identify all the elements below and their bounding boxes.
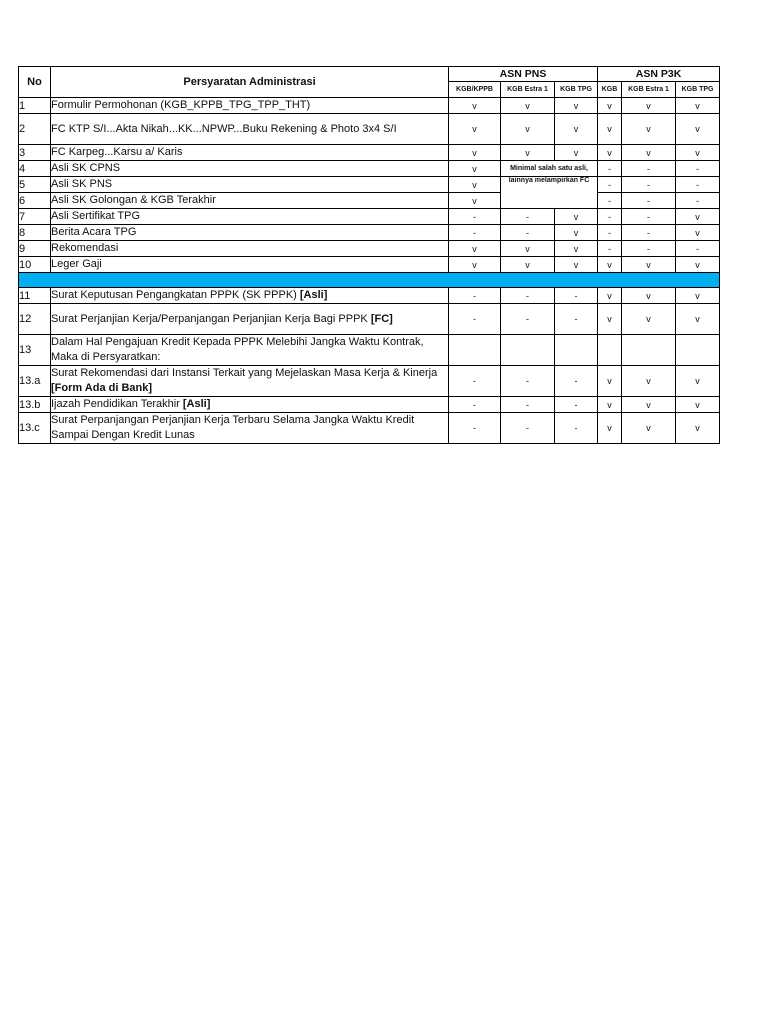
mark-cell: v xyxy=(449,177,501,193)
table-row xyxy=(19,366,720,397)
mark-cell: v xyxy=(598,366,622,397)
row-number: 10 xyxy=(19,257,51,273)
mark-cell: v xyxy=(449,257,501,273)
mark-cell: v xyxy=(622,397,676,413)
mark-cell: - xyxy=(449,225,501,241)
row-emphasis: [Asli] xyxy=(299,289,328,301)
mark-cell: v xyxy=(622,304,676,335)
mark-cell: - xyxy=(622,161,676,177)
mark-cell: - xyxy=(449,366,501,397)
row-requirement: Asli SK Golongan & KGB Terakhir xyxy=(51,193,449,209)
mark-cell: - xyxy=(501,413,555,444)
mark-cell: v xyxy=(449,98,501,114)
mark-cell: - xyxy=(449,209,501,225)
mark-cell: v xyxy=(622,366,676,397)
table-row xyxy=(19,161,720,177)
table-row xyxy=(19,241,720,257)
mark-cell: - xyxy=(622,241,676,257)
mark-cell: - xyxy=(501,209,555,225)
mark-cell: v xyxy=(555,225,598,241)
mark-cell: - xyxy=(449,304,501,335)
mark-cell: - xyxy=(555,413,598,444)
row-emphasis: [Asli] xyxy=(182,398,211,410)
mark-cell: v xyxy=(449,145,501,161)
mark-cell: v xyxy=(598,304,622,335)
row-requirement: Surat Keputusan Pengangkatan PPPK (SK PPPK) [Asli] xyxy=(51,288,449,304)
mark-cell: v xyxy=(676,98,720,114)
table-row xyxy=(19,177,720,193)
mark-cell: - xyxy=(449,288,501,304)
mark-cell: v xyxy=(598,397,622,413)
row-number: 1 xyxy=(19,98,51,114)
mark-cell: - xyxy=(555,288,598,304)
mark-cell: v xyxy=(676,304,720,335)
row-requirement: Surat Perpanjangan Perjanjian Kerja Terbaru Selama Jangka Waktu Kredit Sampai Dengan Kredit Lunas xyxy=(51,413,449,444)
header-p3k-kgb-tpg: KGB TPG xyxy=(676,82,720,98)
mark-cell: - xyxy=(598,177,622,193)
mark-cell: v xyxy=(449,241,501,257)
mark-cell: v xyxy=(676,209,720,225)
mark-cell: v xyxy=(676,413,720,444)
mark-cell: - xyxy=(555,366,598,397)
row-number: 9 xyxy=(19,241,51,257)
mark-cell xyxy=(501,335,555,366)
mark-cell: v xyxy=(676,145,720,161)
row-requirement: Rekomendasi xyxy=(51,241,449,257)
table-row xyxy=(19,209,720,225)
mark-cell: - xyxy=(501,397,555,413)
row-number: 3 xyxy=(19,145,51,161)
mark-cell: - xyxy=(449,397,501,413)
table-row xyxy=(19,225,720,241)
row-emphasis: [Form Ada di Bank] xyxy=(51,382,153,394)
row-requirement: Ijazah Pendidikan Terakhir [Asli] xyxy=(51,397,449,413)
mark-cell: - xyxy=(676,161,720,177)
row-number: 8 xyxy=(19,225,51,241)
row-requirement: FC Karpeg...Karsu a/ Karis xyxy=(51,145,449,161)
mark-cell: v xyxy=(449,114,501,145)
mark-cell: v xyxy=(622,145,676,161)
row-number: 2 xyxy=(19,114,51,145)
mark-cell: - xyxy=(598,161,622,177)
header-group-p3k: ASN P3K xyxy=(598,67,720,82)
mark-cell: v xyxy=(555,241,598,257)
mark-cell: - xyxy=(622,177,676,193)
mark-cell: v xyxy=(555,209,598,225)
mark-cell: v xyxy=(501,114,555,145)
mark-cell: - xyxy=(555,397,598,413)
table-row xyxy=(19,413,720,444)
mark-cell: - xyxy=(501,288,555,304)
header-group-pns: ASN PNS xyxy=(449,67,598,82)
row-number: 13.b xyxy=(19,397,51,413)
mark-cell: v xyxy=(501,98,555,114)
row-number: 5 xyxy=(19,177,51,193)
mark-cell: v xyxy=(598,257,622,273)
row-number: 13.c xyxy=(19,413,51,444)
mark-cell: v xyxy=(622,288,676,304)
mark-cell: - xyxy=(622,209,676,225)
table-row xyxy=(19,145,720,161)
mark-cell: - xyxy=(449,413,501,444)
mark-cell: v xyxy=(598,288,622,304)
mark-cell: v xyxy=(622,413,676,444)
table-row xyxy=(19,304,720,335)
table-row xyxy=(19,335,720,366)
mark-cell: - xyxy=(598,225,622,241)
mark-cell: v xyxy=(598,114,622,145)
mark-cell xyxy=(676,335,720,366)
row-number: 6 xyxy=(19,193,51,209)
header-persyaratan: Persyaratan Administrasi xyxy=(51,67,449,98)
mark-cell: v xyxy=(622,257,676,273)
mark-cell: - xyxy=(501,304,555,335)
row-number: 4 xyxy=(19,161,51,177)
mark-cell: v xyxy=(676,288,720,304)
header-no: No xyxy=(19,67,51,98)
pns-note xyxy=(501,165,598,209)
header-p3k-kgb-estra: KGB Estra 1 xyxy=(622,82,676,98)
mark-cell: v xyxy=(676,366,720,397)
table-row xyxy=(19,193,720,209)
row-requirement: Surat Rekomendasi dari Instansi Terkait yang Mejelaskan Masa Kerja & Kinerja [Form Ada di Bank] xyxy=(51,366,449,397)
row-number: 12 xyxy=(19,304,51,335)
header-pns-kgb-estra: KGB Estra 1 xyxy=(501,82,555,98)
mark-cell: v xyxy=(676,397,720,413)
pns-note-line2: lainnya melampirkan FC xyxy=(508,177,590,184)
mark-cell xyxy=(622,335,676,366)
row-requirement: Asli SK CPNS xyxy=(51,161,449,177)
row-requirement: FC KTP S/I...Akta Nikah...KK...NPWP...Buku Rekening & Photo 3x4 S/I xyxy=(51,114,449,145)
table-row xyxy=(19,98,720,114)
mark-cell: v xyxy=(676,114,720,145)
mark-cell: - xyxy=(501,225,555,241)
row-requirement: Asli SK PNS xyxy=(51,177,449,193)
header-pns-kgb-tpg: KGB TPG xyxy=(555,82,598,98)
mark-cell xyxy=(598,335,622,366)
table-row xyxy=(19,257,720,273)
mark-cell xyxy=(449,335,501,366)
mark-cell: v xyxy=(598,98,622,114)
mark-cell: - xyxy=(676,241,720,257)
requirements-table xyxy=(18,66,720,444)
mark-cell: v xyxy=(676,257,720,273)
mark-cell: v xyxy=(598,413,622,444)
mark-cell: v xyxy=(622,98,676,114)
separator-bar xyxy=(19,273,720,288)
mark-cell: - xyxy=(622,225,676,241)
mark-cell: v xyxy=(555,257,598,273)
table-row xyxy=(19,114,720,145)
row-number: 13.a xyxy=(19,366,51,397)
row-requirement: Surat Perjanjian Kerja/Perpanjangan Perjanjian Kerja Bagi PPPK [FC] xyxy=(51,304,449,335)
mark-cell: v xyxy=(501,145,555,161)
mark-cell: v xyxy=(598,145,622,161)
mark-cell: - xyxy=(598,241,622,257)
mark-cell: - xyxy=(676,193,720,209)
mark-cell: - xyxy=(676,177,720,193)
mark-cell: - xyxy=(555,304,598,335)
mark-cell: - xyxy=(598,193,622,209)
row-requirement: Asli Sertifikat TPG xyxy=(51,209,449,225)
mark-cell: v xyxy=(676,225,720,241)
mark-cell: v xyxy=(555,145,598,161)
row-number: 11 xyxy=(19,288,51,304)
header-pns-kgb-kppb: KGB/KPPB xyxy=(449,82,501,98)
mark-cell xyxy=(555,335,598,366)
section-separator xyxy=(19,273,720,288)
mark-cell: v xyxy=(501,257,555,273)
mark-cell: v xyxy=(555,98,598,114)
row-number: 7 xyxy=(19,209,51,225)
row-requirement: Leger Gaji xyxy=(51,257,449,273)
row-requirement: Formulir Permohonan (KGB_KPPB_TPG_TPP_THT) xyxy=(51,98,449,114)
mark-cell: v xyxy=(501,241,555,257)
row-requirement: Dalam Hal Pengajuan Kredit Kepada PPPK Melebihi Jangka Waktu Kontrak, Maka di Persyaratkan: xyxy=(51,335,449,366)
header-p3k-kgb: KGB xyxy=(598,82,622,98)
mark-cell: - xyxy=(598,209,622,225)
mark-cell: v xyxy=(555,114,598,145)
row-number: 13 xyxy=(19,335,51,366)
mark-cell: - xyxy=(622,193,676,209)
mark-cell: v xyxy=(622,114,676,145)
row-emphasis: [FC] xyxy=(370,312,393,325)
mark-cell: v xyxy=(449,161,501,177)
row-requirement: Berita Acara TPG xyxy=(51,225,449,241)
table-row xyxy=(19,397,720,413)
mark-cell: v xyxy=(449,193,501,209)
mark-cell: - xyxy=(501,366,555,397)
pns-note-line1: Minimal salah satu asli, xyxy=(510,165,588,172)
table-row xyxy=(19,288,720,304)
